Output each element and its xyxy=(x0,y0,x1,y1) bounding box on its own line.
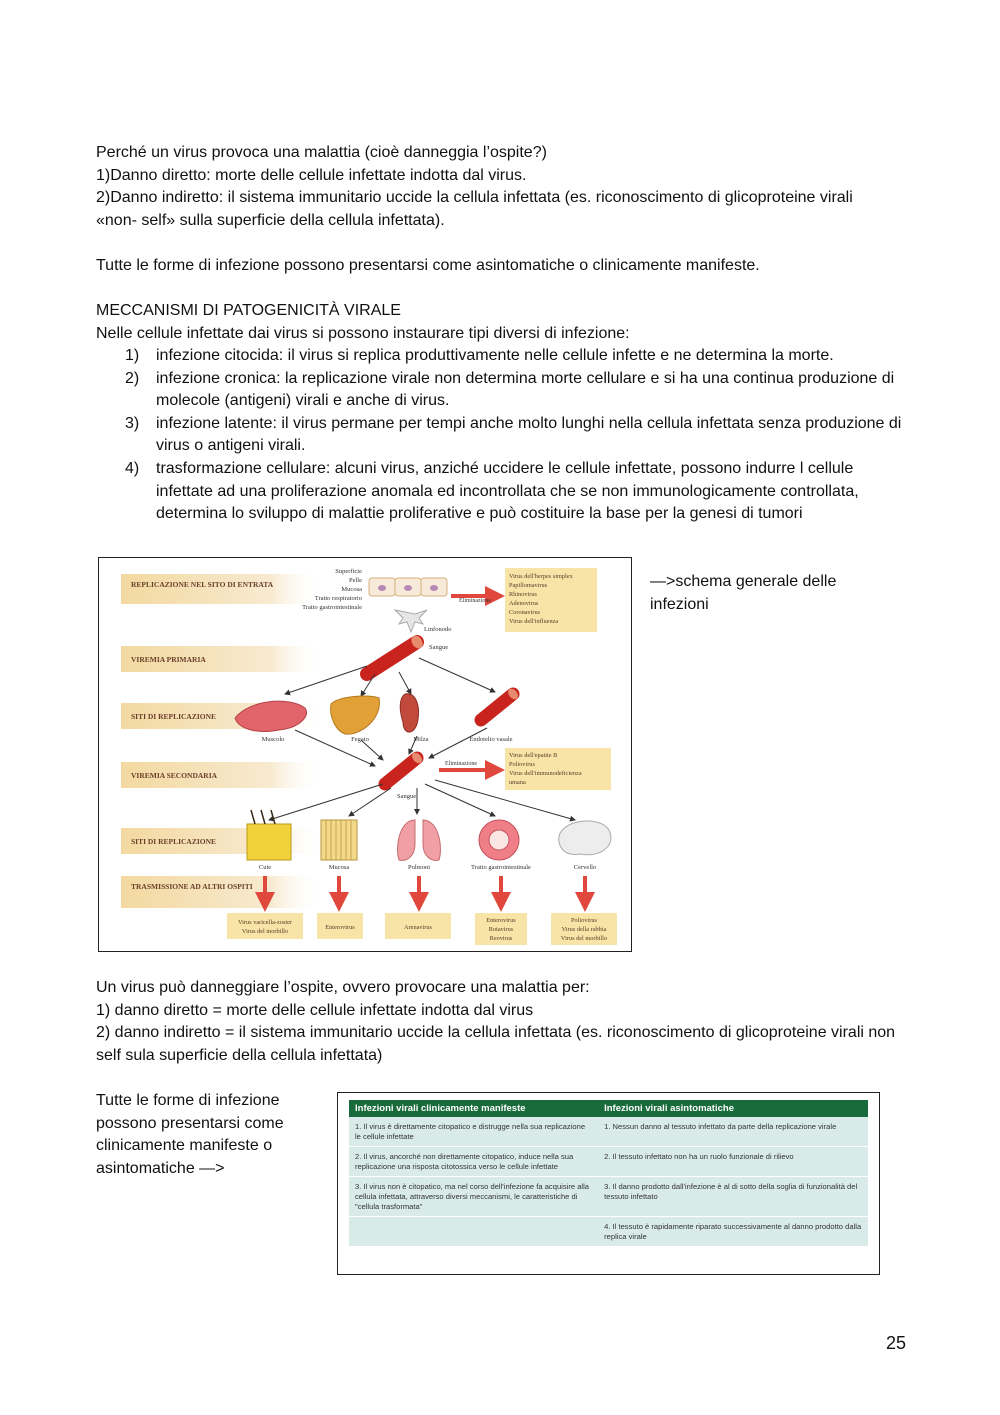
intro-forms: Tutte le forme di infezione possono presentarsi come asintomatiche o clinicamente manifeste. xyxy=(96,257,760,274)
list-item-text: infezione cronica: la replicazione virale non determina morte cellulare e si ha una continua produzione di molecole (antigeni) virali e anche di virus. xyxy=(156,369,895,410)
virus-name: Virus del morbillo xyxy=(560,935,608,942)
lymph-node-icon xyxy=(395,610,427,632)
list-item xyxy=(96,458,908,526)
intro-question: Perché un virus provoca una malattia (cioè danneggia l’ospite?) xyxy=(96,144,547,161)
table-caption: Tutte le forme di infezione possono presentarsi come clinicamente manifeste o asintomatiche —> xyxy=(96,1092,284,1177)
virus-name: Poliovirus xyxy=(509,761,535,768)
lymph-node-label: Linfonodo xyxy=(424,626,452,633)
site-label: Muscolo xyxy=(261,736,285,743)
stage-label: VIREMIA PRIMARIA xyxy=(131,655,206,664)
spleen-icon xyxy=(400,694,418,732)
virus-name: Virus dell'herpes simplex xyxy=(509,573,573,580)
virus-name: Enterovirus xyxy=(325,924,355,931)
epithelial-cells-icon xyxy=(369,578,447,596)
liver-icon xyxy=(331,696,380,734)
stage-label: TRASMISSIONE AD ALTRI OSPITI xyxy=(131,882,253,891)
mucosa-icon xyxy=(321,820,357,860)
table-row xyxy=(349,1177,868,1217)
table-cell: 3. Il virus non è citopatico, ma nel corso dell'infezione fa acquisire alla cellula infettata, attraverso diversi meccanismi, le caratteristiche di "cellula trasformata" xyxy=(349,1177,598,1217)
blood-label: Sangue xyxy=(397,793,417,800)
virus-name: umana xyxy=(509,779,526,786)
section-heading: MECCANISMI DI PATOGENICITÀ VIRALE xyxy=(96,302,401,319)
site-label: Tratto gastrointestinale xyxy=(471,864,531,871)
table-header: Infezioni virali clinicamente manifeste xyxy=(349,1100,598,1117)
list-item xyxy=(96,413,908,458)
list-item-number: 3) xyxy=(125,414,140,432)
skin-icon xyxy=(247,810,291,860)
virus-name: Papillomavirus xyxy=(509,582,548,589)
virus-name: Arenavirus xyxy=(404,924,432,931)
elimination-label: Eliminazione xyxy=(445,761,477,767)
stage-label: REPLICAZIONE NEL SITO DI ENTRATA xyxy=(131,580,274,589)
list-item-text: trasformazione cellulare: alcuni virus, anziché uccidere le cellule infettate, possono indurre l cellule infettate ad una proliferazione anomala ed incontrollata che se non immunologicamente controllata, determina lo sviluppo di malattie proliferative e può costituire la base per la genesi di tumori xyxy=(156,459,859,523)
lungs-icon xyxy=(398,820,441,860)
virus-name: Rotavirus xyxy=(488,926,514,933)
site-label: Milza xyxy=(413,736,429,743)
stage-label: SITI DI REPLICAZIONE xyxy=(131,712,217,721)
blood-vessel-icon xyxy=(385,751,424,784)
table-cell: 4. Il tessuto è rapidamente riparato successivamente al danno prodotto dalla replica virale xyxy=(598,1217,868,1247)
entry-site: Mucosa xyxy=(341,586,362,593)
site-label: Polmoni xyxy=(407,864,431,871)
virus-name: Enterovirus xyxy=(486,917,516,924)
blood-label: Sangue xyxy=(429,644,449,651)
table-cell: 2. Il tessuto infettato non ha un ruolo funzionale di rilievo xyxy=(598,1147,868,1177)
table-cell: 2. Il virus, ancorché non direttamente citopatico, induce nella sua replicazione una risposta citotossica verso le cellule infettate xyxy=(349,1147,598,1177)
virus-name: Virus del morbillo xyxy=(241,928,289,935)
table-cell: 1. Il virus è direttamente citopatico e distrugge nella sua replicazione le cellule infettate xyxy=(349,1117,598,1147)
list-item xyxy=(96,345,908,368)
table-cell: 3. Il danno prodotto dall'infezione è al di sotto della soglia di funzionalità del tessuto infettato xyxy=(598,1177,868,1217)
infection-scheme-figure xyxy=(98,557,632,952)
blood-vessel-icon xyxy=(367,633,425,674)
table-row xyxy=(349,1217,868,1247)
intro-block xyxy=(96,142,896,232)
figure-caption: —>schema generale delle infezioni xyxy=(650,573,837,613)
virus-name: Poliovirus xyxy=(571,917,597,924)
recap-direct-damage: 1) danno diretto = morte delle cellule infettate indotta dal virus xyxy=(96,1001,534,1019)
gi-tract-icon xyxy=(479,820,519,860)
virus-name: Coronavirus xyxy=(509,609,541,616)
list-item-text: infezione citocida: il virus si replica produttivamente nelle cellule infette e ne determina la morte. xyxy=(156,347,834,364)
list-item-number: 1) xyxy=(125,347,140,364)
recap-lead: Un virus può danneggiare l’ospite, ovvero provocare una malattia per: xyxy=(96,979,590,996)
virus-name: Virus dell'immunodeficienza xyxy=(509,770,582,777)
table-row xyxy=(349,1147,868,1177)
virus-name: Adenovirus xyxy=(509,600,539,607)
entry-site: Pelle xyxy=(349,577,362,584)
entry-site: Tratto respiratorio xyxy=(314,595,362,602)
infection-types-list xyxy=(96,345,908,526)
entry-site: Superficie xyxy=(335,568,362,575)
intro-indirect-damage: 2)Danno indiretto: il sistema immunitario uccide la cellula infettata (es. riconoscimento di glicoproteine virali «non- self» sulla superficie della cellula infettata). xyxy=(96,189,853,229)
virus-name: Virus dell'influenza xyxy=(509,618,559,625)
endothelium-icon xyxy=(481,687,520,720)
section-lead: Nelle cellule infettate dai virus si possono instaurare tipi diversi di infezione: xyxy=(96,325,630,342)
recap-block xyxy=(96,977,906,1067)
page-number: 25 xyxy=(885,1333,906,1353)
intro-direct-damage: 1)Danno diretto: morte delle cellule infettate indotta dal virus. xyxy=(96,166,527,184)
table-cell xyxy=(349,1217,598,1247)
stage-label: SITI DI REPLICAZIONE xyxy=(131,837,217,846)
list-item-number: 4) xyxy=(125,459,140,477)
site-label: Fegato xyxy=(351,736,369,743)
recap-indirect-damage: 2) danno indiretto = il sistema immunitario uccide la cellula infettata (es. riconoscimento di glicoproteine virali non self sula superficie della cellula infettata) xyxy=(96,1024,896,1064)
virus-name: Rhinovirus xyxy=(509,591,537,598)
site-label: Cute xyxy=(258,864,272,871)
entry-site: Tratto gastrointestinale xyxy=(302,604,362,611)
list-item xyxy=(96,368,908,413)
table-row xyxy=(349,1117,868,1147)
site-label: Mucosa xyxy=(328,864,350,871)
table-header: Infezioni virali asintomatiche xyxy=(598,1100,868,1117)
site-label: Endotelio vasale xyxy=(469,736,513,743)
comparison-table xyxy=(349,1100,868,1247)
virus-name: Reovirus xyxy=(489,935,513,942)
list-item-text: infezione latente: il virus permane per tempi anche molto lunghi nella cellula infettata senza produzione di virus o antigeni virali. xyxy=(156,414,902,455)
virus-name: Virus della rabbia xyxy=(561,926,607,933)
table-cell: 1. Nessun danno al tessuto infettato da parte della replicazione virale xyxy=(598,1117,868,1147)
stage-label: VIREMIA SECONDARIA xyxy=(131,771,218,780)
virus-name: Virus dell'epatite B xyxy=(509,752,558,759)
infection-comparison-table xyxy=(337,1092,880,1275)
brain-icon xyxy=(559,821,611,855)
site-label: Cervello xyxy=(573,864,597,871)
virus-name: Virus varicella-zoster xyxy=(238,919,292,926)
elimination-label: Eliminazione xyxy=(459,598,491,604)
virus-box xyxy=(227,913,303,939)
list-item-number: 2) xyxy=(125,369,140,387)
